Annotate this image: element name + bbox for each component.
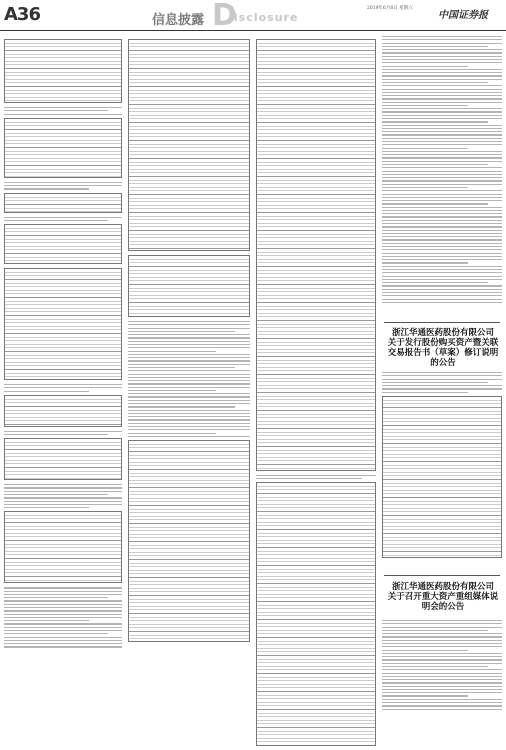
text-line	[382, 66, 468, 67]
text-line	[382, 663, 502, 664]
text-line	[382, 141, 502, 142]
text-line	[4, 627, 122, 628]
text-line	[4, 646, 122, 647]
text-line	[128, 387, 250, 388]
text-line	[382, 689, 502, 690]
column-1	[4, 36, 122, 740]
text-line	[382, 154, 502, 155]
text-line	[128, 393, 250, 394]
text-line	[382, 85, 502, 86]
text-line	[382, 666, 488, 667]
text-line	[382, 375, 502, 376]
text-line	[382, 379, 502, 380]
table	[4, 511, 122, 583]
text-line	[382, 151, 502, 152]
table	[4, 39, 122, 103]
text-line	[382, 279, 502, 280]
text-line	[382, 709, 502, 710]
text-line	[4, 630, 122, 631]
text-line	[128, 364, 250, 365]
divider	[384, 575, 500, 576]
text-line	[382, 643, 502, 644]
text-line	[4, 484, 122, 485]
text-line	[4, 600, 122, 601]
page-number: A36	[4, 4, 40, 25]
text-line	[382, 266, 502, 267]
text-line	[382, 180, 502, 181]
text-line	[382, 46, 488, 47]
text-line	[128, 419, 250, 420]
text-line	[4, 110, 108, 111]
text-line	[128, 354, 250, 355]
text-line	[382, 289, 502, 290]
text-line	[382, 171, 502, 172]
section-title: 信息披露	[152, 13, 205, 28]
text-line	[382, 285, 502, 286]
text-line	[382, 98, 502, 99]
text-line	[382, 115, 502, 116]
text-line	[382, 249, 502, 250]
text-line	[382, 102, 502, 103]
table	[382, 396, 502, 558]
table	[4, 224, 122, 264]
text-line	[382, 705, 502, 706]
text-line	[382, 640, 502, 641]
text-line	[382, 72, 502, 73]
table	[4, 193, 122, 213]
text-line	[382, 121, 488, 122]
text-line	[128, 426, 250, 427]
text-line	[382, 699, 502, 700]
text-line	[4, 617, 122, 618]
text-line	[382, 134, 502, 135]
text-line	[4, 594, 122, 595]
text-line	[4, 497, 122, 498]
text-line	[4, 487, 122, 488]
text-line	[128, 410, 250, 411]
announcement-heading: 关于召开重大资产重组媒体说明会的公告	[387, 592, 499, 612]
text-line	[4, 491, 122, 492]
text-line	[4, 623, 122, 624]
text-line	[128, 360, 250, 361]
table	[128, 39, 250, 251]
text-line	[4, 507, 89, 508]
text-line	[382, 659, 502, 660]
text-line	[382, 292, 502, 293]
text-line	[4, 610, 122, 611]
text-line	[128, 403, 250, 404]
text-line	[128, 423, 250, 424]
text-line	[4, 587, 122, 588]
text-line	[382, 36, 502, 37]
text-line	[128, 357, 250, 358]
text-line	[128, 390, 216, 391]
text-line	[382, 272, 502, 273]
text-line	[382, 259, 502, 260]
text-line	[382, 299, 502, 300]
text-line	[382, 105, 468, 106]
text-line	[382, 695, 468, 696]
text-line	[128, 413, 250, 414]
text-line	[382, 676, 502, 677]
text-line	[382, 92, 502, 93]
text-line	[4, 387, 122, 388]
text-line	[128, 383, 250, 384]
announcement-title-1	[386, 328, 500, 368]
text-line	[382, 686, 502, 687]
text-line	[382, 131, 502, 132]
text-line	[4, 114, 122, 115]
text-line	[382, 213, 502, 214]
text-line	[382, 295, 502, 296]
section-initial: D	[212, 0, 237, 33]
text-line	[382, 39, 502, 40]
text-line	[382, 233, 502, 234]
text-line	[382, 164, 488, 165]
text-line	[4, 217, 122, 218]
text-line	[382, 210, 502, 211]
text-line	[4, 620, 89, 621]
text-line	[382, 620, 502, 621]
text-line	[128, 331, 235, 332]
divider	[384, 322, 500, 323]
text-line	[382, 43, 502, 44]
issue-date: 2019年6月8日 星期六	[367, 6, 413, 11]
text-line	[382, 148, 468, 149]
text-line	[4, 604, 122, 605]
table	[128, 440, 250, 642]
text-line	[4, 185, 122, 186]
text-line	[382, 190, 502, 191]
page-header	[0, 0, 506, 31]
announcement-title-2	[386, 582, 500, 612]
text-line	[382, 653, 502, 654]
text-line	[382, 187, 468, 188]
text-line	[128, 347, 250, 348]
text-line	[382, 82, 488, 83]
text-line	[382, 118, 502, 119]
text-line	[128, 351, 216, 352]
text-line	[382, 125, 502, 126]
company-name: 浙江华通医药股份有限公司	[391, 328, 494, 338]
text-line	[382, 276, 502, 277]
text-line	[128, 396, 250, 397]
text-line	[382, 382, 488, 383]
announcement-heading: 关于发行股份购买资产暨关联交易报告书（草案）修订说明的公告	[387, 338, 499, 368]
text-line	[4, 391, 89, 392]
column-3	[256, 36, 376, 740]
text-line	[4, 633, 108, 634]
text-line	[382, 630, 488, 631]
text-line	[382, 246, 502, 247]
text-line	[128, 380, 250, 381]
table	[4, 118, 122, 178]
text-line	[128, 400, 250, 401]
text-line	[382, 236, 502, 237]
text-line	[4, 637, 122, 638]
table	[256, 482, 376, 746]
text-line	[382, 243, 502, 244]
text-line	[382, 62, 502, 63]
text-line	[128, 337, 250, 338]
text-line	[382, 669, 502, 670]
table	[256, 39, 376, 471]
text-line	[256, 475, 376, 476]
text-line	[382, 144, 502, 145]
text-line	[382, 646, 502, 647]
text-line	[382, 636, 502, 637]
text-line	[128, 436, 250, 437]
text-line	[382, 111, 502, 112]
text-line	[382, 49, 502, 50]
text-line	[382, 108, 502, 109]
text-line	[382, 223, 502, 224]
table	[4, 268, 122, 380]
text-line	[382, 230, 502, 231]
text-line	[382, 220, 502, 221]
text-line	[382, 372, 502, 373]
text-line	[382, 203, 488, 204]
text-line	[382, 194, 502, 195]
text-line	[128, 433, 216, 434]
text-line	[382, 262, 468, 263]
text-line	[382, 200, 502, 201]
text-line	[382, 650, 468, 651]
text-line	[128, 367, 235, 368]
text-line	[382, 385, 502, 386]
text-line	[382, 633, 502, 634]
text-line	[128, 406, 235, 407]
text-line	[4, 607, 122, 608]
text-line	[382, 177, 502, 178]
text-line	[4, 501, 122, 502]
text-line	[4, 188, 89, 189]
text-line	[128, 370, 250, 371]
text-line	[382, 673, 502, 674]
text-line	[4, 384, 122, 385]
text-line	[4, 434, 108, 435]
text-line	[382, 682, 502, 683]
text-line	[382, 239, 502, 240]
text-line	[382, 89, 502, 90]
text-line	[128, 328, 250, 329]
table	[4, 438, 122, 480]
text-line	[382, 623, 502, 624]
text-line	[382, 157, 502, 158]
text-line	[382, 184, 502, 185]
table	[4, 395, 122, 427]
text-line	[4, 597, 108, 598]
text-line	[382, 161, 502, 162]
text-line	[382, 692, 502, 693]
newspaper-logo: 中国证券报	[438, 10, 488, 21]
text-line	[382, 302, 502, 303]
announcement-1-body	[382, 372, 502, 562]
text-line	[4, 220, 108, 221]
text-line	[382, 679, 502, 680]
text-line	[128, 321, 250, 322]
text-line	[4, 431, 122, 432]
text-line	[4, 504, 122, 505]
text-line	[382, 167, 502, 168]
text-line	[382, 656, 502, 657]
text-line	[4, 107, 122, 108]
text-line	[4, 640, 122, 641]
text-line	[382, 69, 502, 70]
text-line	[4, 182, 122, 183]
text-line	[382, 392, 468, 393]
text-line	[382, 256, 502, 257]
text-line	[382, 702, 502, 703]
text-line	[382, 174, 502, 175]
text-line	[382, 59, 502, 60]
announcement-2-body	[382, 620, 502, 738]
text-line	[256, 478, 362, 479]
text-line	[382, 282, 488, 283]
text-line	[128, 344, 250, 345]
text-line	[382, 75, 502, 76]
text-line	[382, 95, 502, 96]
text-line	[382, 388, 502, 389]
text-line	[382, 197, 502, 198]
text-line	[382, 56, 502, 57]
text-line	[128, 334, 250, 335]
text-line	[382, 253, 502, 254]
text-line	[4, 591, 122, 592]
text-line	[4, 614, 122, 615]
text-line	[128, 374, 250, 375]
text-line	[128, 341, 250, 342]
text-line	[128, 377, 250, 378]
text-line	[4, 643, 122, 644]
text-line	[128, 416, 250, 417]
text-line	[382, 226, 502, 227]
text-line	[382, 52, 502, 53]
text-line	[382, 627, 502, 628]
table	[128, 255, 250, 317]
text-line	[382, 138, 502, 139]
text-line	[382, 128, 502, 129]
column-2	[128, 36, 250, 740]
company-name: 浙江华通医药股份有限公司	[391, 582, 494, 592]
text-line	[382, 269, 502, 270]
text-line	[128, 429, 250, 430]
text-line	[382, 216, 502, 217]
text-line	[128, 324, 250, 325]
section-title-en: isclosure	[234, 11, 299, 24]
text-line	[382, 207, 502, 208]
text-line	[382, 79, 502, 80]
text-line	[4, 494, 108, 495]
